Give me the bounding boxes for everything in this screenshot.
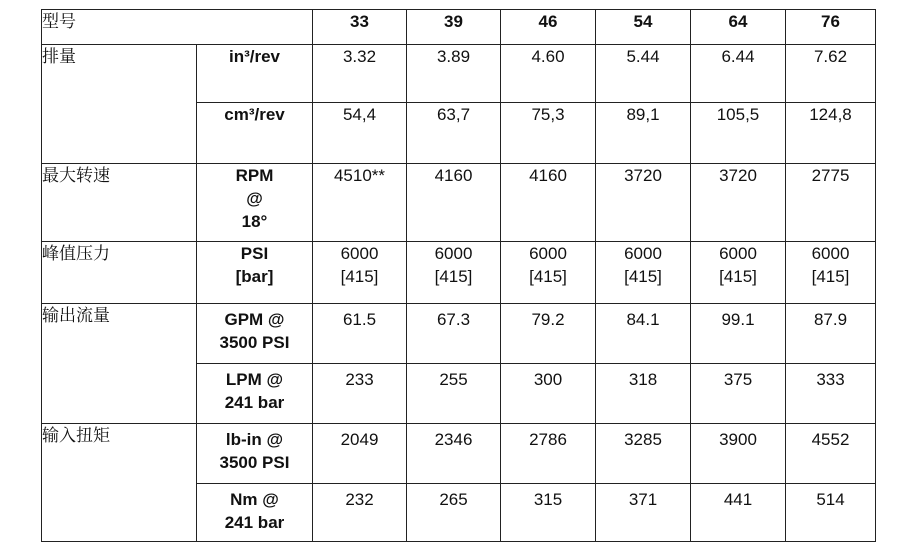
value-cell: [313, 424, 407, 484]
value-text: 6000: [624, 244, 662, 263]
value-cell: [786, 484, 876, 542]
value-cell: [407, 45, 501, 103]
value-cell: [313, 364, 407, 424]
value-text: 67.3: [436, 310, 471, 329]
unit-label: 3500 PSI: [219, 453, 290, 472]
value-cell: [501, 103, 596, 164]
value-cell: [691, 242, 786, 304]
unit-cell: [197, 364, 313, 424]
value-text: 3900: [719, 430, 757, 449]
value-text: 3720: [719, 166, 757, 185]
value-text: [415]: [624, 267, 662, 286]
value-cell: [786, 103, 876, 164]
value-text: 441: [723, 490, 753, 509]
input-torque-label: 输入扭矩: [42, 424, 197, 542]
output-flow-label: 输出流量: [42, 304, 197, 424]
value-text: 315: [533, 490, 563, 509]
value-cell: [407, 304, 501, 364]
unit-label: in³/rev: [228, 47, 281, 66]
unit-label: 241 bar: [224, 513, 285, 532]
value-text: 7.62: [813, 47, 848, 66]
value-cell: [407, 242, 501, 304]
value-text: 6000: [811, 244, 850, 263]
value-text: 300: [533, 370, 563, 389]
value-text: 79.2: [531, 310, 565, 329]
value-text: 6000: [719, 244, 757, 263]
unit-label: 18°: [241, 212, 268, 231]
value-text: 124,8: [809, 105, 852, 124]
unit-label: [bar]: [235, 267, 274, 286]
output-flow-row: [42, 304, 876, 364]
model-number: 76: [786, 10, 876, 45]
value-cell: [501, 424, 596, 484]
unit-cell: [197, 103, 313, 164]
value-text: 4552: [811, 430, 850, 449]
unit-label: RPM: [235, 166, 274, 185]
value-cell: [407, 484, 501, 542]
unit-cell: [197, 242, 313, 304]
value-text: [415]: [529, 267, 567, 286]
value-text: 2346: [434, 430, 473, 449]
value-cell: [313, 103, 407, 164]
value-text: 4.60: [531, 47, 565, 66]
value-text: 2775: [811, 166, 850, 185]
value-text: 233: [345, 370, 374, 389]
spec-table: [41, 9, 876, 542]
value-text: 54,4: [342, 105, 377, 124]
value-cell: [313, 45, 407, 103]
value-cell: [501, 164, 596, 242]
value-text: 5.44: [626, 47, 660, 66]
value-text: 318: [628, 370, 658, 389]
unit-label: GPM @: [224, 310, 285, 329]
value-cell: [691, 424, 786, 484]
unit-label: Nm @: [230, 490, 279, 509]
value-cell: [501, 45, 596, 103]
value-text: 371: [628, 490, 658, 509]
value-cell: [313, 164, 407, 242]
value-text: 4160: [434, 166, 473, 185]
value-cell: [691, 45, 786, 103]
value-cell: [313, 304, 407, 364]
unit-label: lb-in @: [225, 430, 284, 449]
input-torque-row: [42, 424, 876, 484]
value-text: [415]: [434, 267, 473, 286]
peak-pressure-row: [42, 242, 876, 304]
value-text: [415]: [719, 267, 757, 286]
value-text: 375: [723, 370, 753, 389]
value-cell: [786, 304, 876, 364]
value-cell: [786, 164, 876, 242]
value-text: 4510**: [333, 166, 386, 185]
value-cell: [596, 364, 691, 424]
value-cell: [691, 484, 786, 542]
value-cell: [786, 424, 876, 484]
value-text: 3720: [624, 166, 662, 185]
value-cell: [596, 45, 691, 103]
value-cell: [691, 304, 786, 364]
value-text: 99.1: [721, 310, 755, 329]
value-text: [415]: [811, 267, 850, 286]
value-cell: [407, 103, 501, 164]
value-text: 3285: [624, 430, 662, 449]
unit-cell: [197, 424, 313, 484]
value-cell: [501, 304, 596, 364]
unit-cell: [197, 304, 313, 364]
value-text: 255: [439, 370, 468, 389]
value-cell: [596, 164, 691, 242]
unit-label: cm³/rev: [224, 105, 285, 124]
displacement-row: [42, 45, 876, 103]
value-cell: [407, 424, 501, 484]
value-text: 3.89: [436, 47, 471, 66]
value-text: 6000: [340, 244, 379, 263]
value-text: 89,1: [626, 105, 660, 124]
value-text: 2049: [340, 430, 379, 449]
model-number: 39: [407, 10, 501, 45]
value-text: 6.44: [721, 47, 755, 66]
value-cell: [596, 103, 691, 164]
value-text: 75,3: [531, 105, 565, 124]
value-text: 333: [816, 370, 845, 389]
value-cell: [501, 242, 596, 304]
model-header-label: 型号: [42, 10, 313, 45]
unit-cell: [197, 164, 313, 242]
value-text: [415]: [340, 267, 379, 286]
max-speed-label: 最大转速: [42, 164, 197, 242]
value-cell: [407, 364, 501, 424]
value-cell: [786, 242, 876, 304]
value-cell: [313, 242, 407, 304]
value-cell: [691, 103, 786, 164]
value-text: 105,5: [716, 105, 760, 124]
header-row: [42, 10, 876, 45]
value-text: 63,7: [436, 105, 471, 124]
value-cell: [313, 484, 407, 542]
value-cell: [596, 304, 691, 364]
unit-label: LPM @: [225, 370, 284, 389]
value-cell: [407, 164, 501, 242]
unit-cell: [197, 484, 313, 542]
unit-label: PSI: [240, 244, 269, 263]
model-number: 64: [691, 10, 786, 45]
value-text: 265: [439, 490, 468, 509]
value-text: 2786: [529, 430, 567, 449]
unit-label: @: [246, 189, 263, 208]
value-text: 61.5: [342, 310, 377, 329]
value-cell: [786, 45, 876, 103]
value-cell: [596, 242, 691, 304]
value-text: 6000: [434, 244, 473, 263]
value-cell: [691, 164, 786, 242]
unit-label: 3500 PSI: [219, 333, 290, 352]
value-text: 6000: [529, 244, 567, 263]
value-cell: [596, 484, 691, 542]
value-text: 514: [816, 490, 845, 509]
value-cell: [691, 364, 786, 424]
value-cell: [596, 424, 691, 484]
value-text: 87.9: [813, 310, 848, 329]
model-number: 54: [596, 10, 691, 45]
peak-pressure-label: 峰值压力: [42, 242, 197, 304]
displacement-label: 排量: [42, 45, 197, 164]
value-text: 4160: [529, 166, 567, 185]
value-text: 3.32: [342, 47, 377, 66]
value-cell: [501, 484, 596, 542]
value-text: 232: [345, 490, 374, 509]
max-speed-row: [42, 164, 876, 242]
unit-cell: [197, 45, 313, 103]
value-text: 84.1: [626, 310, 660, 329]
model-number: 46: [501, 10, 596, 45]
value-cell: [786, 364, 876, 424]
unit-label: 241 bar: [224, 393, 285, 412]
model-number: 33: [313, 10, 407, 45]
value-cell: [501, 364, 596, 424]
